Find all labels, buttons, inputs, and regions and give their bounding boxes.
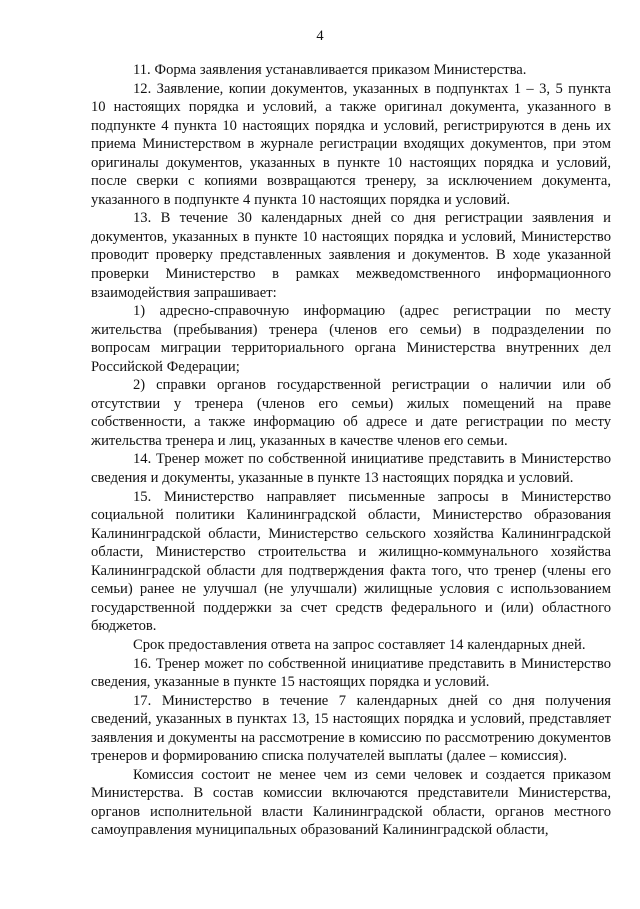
paragraph-15-deadline: Срок предоставления ответа на запрос составляет 14 календарных дней.	[133, 636, 586, 653]
document-body	[91, 61, 611, 840]
page-number: 4	[316, 28, 324, 44]
paragraph-11: 11. Форма заявления устанавливается приказом Министерства.	[133, 62, 527, 78]
paragraph-15: 15. Министерство направляет письменные запросы в Министерство социальной политики Калининградской области, Министерство образования Калининградской области, Министерство сельского хозяйства Калининградской области, Министерство строительства и жилищно-коммунального хозяйства Калининградской области для подтверждения факта того, что тренер (члены его семьи) ранее не улучшал (не улучшали) жилищные условия с использованием государственной поддержки за счет средств федерального и (или) областного бюджетов.	[91, 488, 611, 635]
paragraph-12: 12. Заявление, копии документов, указанных в подпунктах 1 – 3, 5 пункта 10 настоящих порядка и условий, а также оригинал документа, указанного в подпункте 4 пункта 10 настоящих порядка и условий, регистрируются в день их приема Министерством в журнале регистрации входящих документов, при этом оригиналы документов, указанных в пункте 10 настоящих порядка и условий, после сверки с копиями возвращаются тренеру, за исключением документа, указанного в подпункте 4 пункта 10 настоящих порядка и условий.	[91, 80, 611, 208]
paragraph-commission: Комиссия состоит не менее чем из семи человек и создается приказом Министерства. В состав комиссии включаются представители Министерства, органов исполнительной власти Калининградской области, органов местного самоуправления муниципальных образований Калининградской области,	[91, 766, 611, 839]
paragraph-13: 13. В течение 30 календарных дней со дня регистрации заявления и документов, указанных в пункте 10 настоящих порядка и условий, Министерство проводит проверку представленных заявления и документов. В ходе указанной проверки Министерство в рамках межведомственного информационного взаимодействия запрашивает:	[91, 210, 611, 301]
paragraph-13-item-1: 1) адресно-справочную информацию (адрес регистрации по месту жительства (пребывания) тренера (членов его семьи) в подразделении по вопросам миграции территориального органа Министерства внутренних дел Российской Федерации;	[91, 303, 611, 375]
paragraph-16: 16. Тренер может по собственной инициативе представить в Министерство сведения, указанные в пункте 15 настоящих порядка и условий.	[91, 655, 611, 691]
paragraph-17: 17. Министерство в течение 7 календарных дней со дня получения сведений, указанных в пунктах 13, 15 настоящих порядка и условий, представляет заявления и документы на рассмотрение в комиссию по рассмотрению документов тренеров и формированию списка получателей выплаты (далее – комиссия).	[91, 692, 611, 765]
paragraph-14: 14. Тренер может по собственной инициативе представить в Министерство сведения и документы, указанные в пункте 13 настоящих порядка и условий.	[91, 451, 611, 487]
paragraph-13-item-2: 2) справки органов государственной регистрации о наличии или об отсутствии у тренера (членов его семьи) жилых помещений на праве собственности, а также информацию об адресе и дате регистрации по месту жительства тренера и лиц, указанных в качестве членов его семьи.	[91, 377, 611, 449]
